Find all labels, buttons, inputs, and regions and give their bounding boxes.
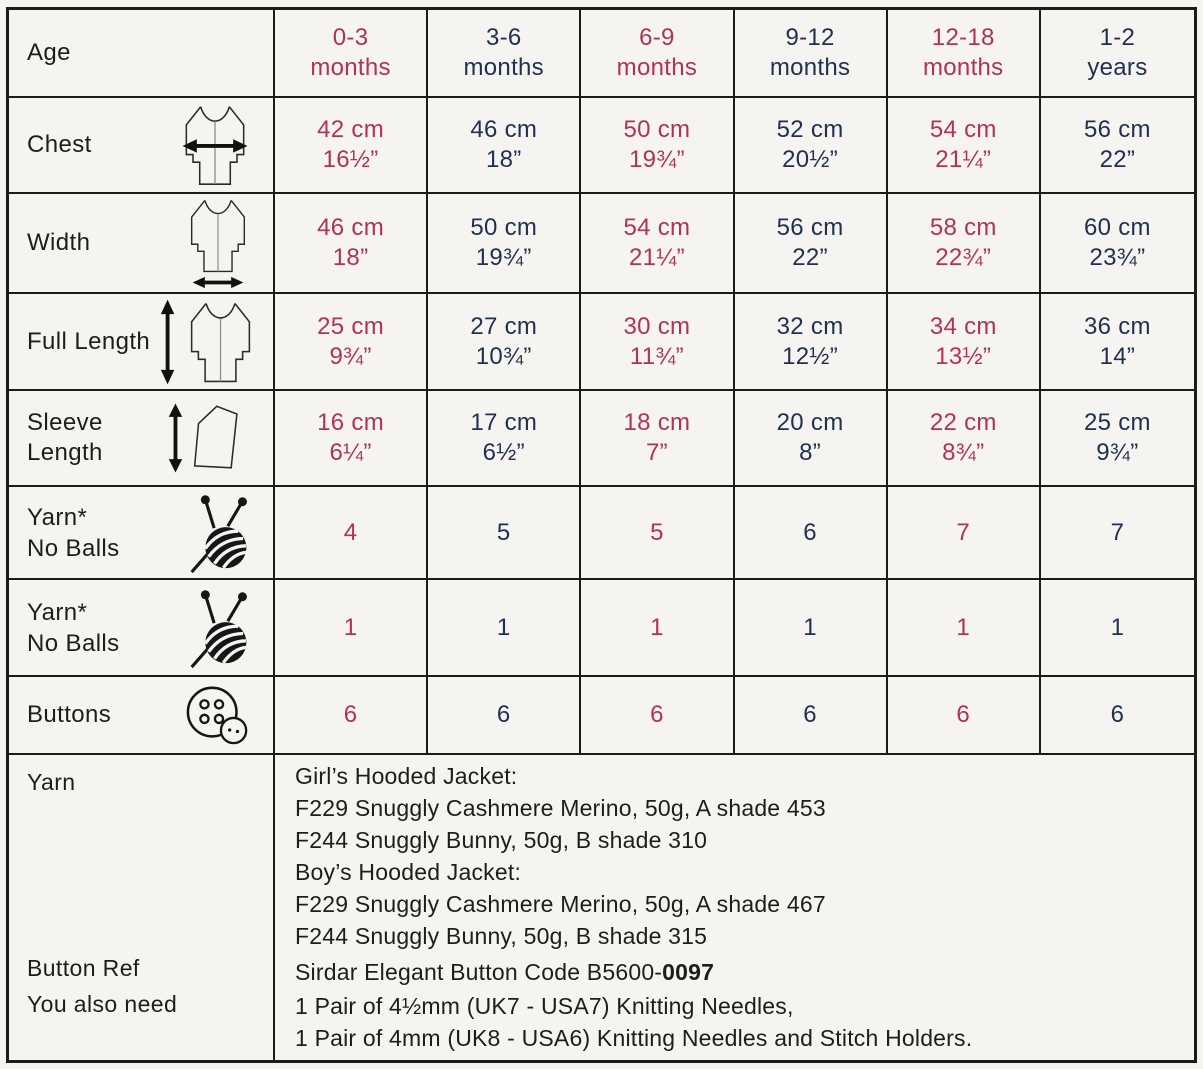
yarn-a-label-cell (9, 487, 275, 580)
table-cell: 7 (888, 487, 1041, 580)
table-cell: 1 (581, 580, 734, 677)
jacket-width-measure-icon (177, 196, 259, 290)
materials-details (275, 755, 1194, 1060)
table-cell: 17 cm 6½” (428, 391, 581, 487)
chest-label: Chest (27, 131, 92, 158)
table-cell: 56 cm 22” (735, 194, 888, 294)
table-cell: 1 (888, 580, 1041, 677)
table-cell: 36 cm 14” (1041, 294, 1194, 391)
header-cell-0-3-months (275, 10, 428, 98)
width-label: Width (27, 229, 91, 256)
yarn-line: F244 Snuggly Bunny, 50g, B shade 310 (295, 827, 708, 853)
size-table (6, 7, 1197, 1063)
age-unit: months (922, 54, 1004, 81)
materials-section (9, 755, 1194, 1060)
header-cell-9-12-months (735, 10, 888, 98)
table-cell: 52 cm 20½” (735, 98, 888, 194)
yarn-line: Girl’s Hooded Jacket: (295, 763, 518, 789)
no-balls-label: No Balls (27, 534, 120, 562)
yarn-section-label: Yarn (27, 769, 76, 795)
yarn-ball-icon (181, 491, 259, 575)
yarn-label: Yarn* (27, 598, 88, 626)
needles-line: 1 Pair of 4½mm (UK7 - USA7) Knitting Needles, (295, 993, 794, 1019)
age-unit: years (1087, 54, 1148, 81)
table-cell: 4 (275, 487, 428, 580)
table-cell: 1 (735, 580, 888, 677)
yarn-line: F229 Snuggly Cashmere Merino, 50g, A shade 467 (295, 891, 826, 917)
table-cell: 20 cm 8” (735, 391, 888, 487)
sleeve-length-label: Sleeve Length (27, 409, 103, 466)
table-cell: 25 cm 9¾” (275, 294, 428, 391)
age-label: Age (27, 39, 71, 66)
yarn-b-label-cell (9, 580, 275, 677)
yarn-ball-icon (181, 586, 259, 670)
sleeve-length-label-cell (9, 391, 275, 487)
button-ref-line: Sirdar Elegant Button Code B5600-0097 (295, 959, 715, 985)
yarn-line: F244 Snuggly Bunny, 50g, B shade 315 (295, 923, 708, 949)
header-cell-12-18-months (888, 10, 1041, 98)
table-cell: 25 cm 9¾” (1041, 391, 1194, 487)
table-cell: 1 (1041, 580, 1194, 677)
materials-labels (9, 755, 275, 1060)
sleeve-length-measure-icon (163, 401, 259, 475)
table-cell: 16 cm 6¼” (275, 391, 428, 487)
buttons-icon (179, 682, 259, 748)
jacket-chest-measure-icon (171, 102, 259, 188)
table-cell: 30 cm 11¾” (581, 294, 734, 391)
table-cell: 60 cm 23¾” (1041, 194, 1194, 294)
full-length-label-cell (9, 294, 275, 391)
age-unit: months (463, 54, 544, 81)
table-cell: 58 cm 22¾” (888, 194, 1041, 294)
you-also-need-label: You also need (27, 991, 178, 1017)
jacket-length-measure-icon (157, 298, 259, 386)
yarn-label: Yarn* (27, 503, 88, 531)
buttons-label-cell (9, 677, 275, 755)
table-cell: 1 (428, 580, 581, 677)
table-cell: 46 cm 18” (275, 194, 428, 294)
table-cell: 6 (275, 677, 428, 755)
age-range: 12-18 (931, 24, 995, 51)
size-grid (9, 10, 1194, 755)
table-cell: 32 cm 12½” (735, 294, 888, 391)
yarn-line: Boy’s Hooded Jacket: (295, 859, 522, 885)
table-cell: 56 cm 22” (1041, 98, 1194, 194)
chest-label-cell (9, 98, 275, 194)
table-cell: 46 cm 18” (428, 98, 581, 194)
table-cell: 54 cm 21¼” (888, 98, 1041, 194)
table-cell: 5 (428, 487, 581, 580)
table-cell: 50 cm 19¾” (428, 194, 581, 294)
age-range: 3-6 (485, 24, 522, 51)
button-code-bold: 0097 (662, 959, 715, 985)
table-cell: 6 (735, 487, 888, 580)
table-cell: 6 (1041, 677, 1194, 755)
header-cell-3-6-months (428, 10, 581, 98)
table-cell: 6 (888, 677, 1041, 755)
header-cell-6-9-months (581, 10, 734, 98)
table-cell: 27 cm 10¾” (428, 294, 581, 391)
table-cell: 6 (581, 677, 734, 755)
table-cell: 54 cm 21¼” (581, 194, 734, 294)
age-unit: months (310, 54, 391, 81)
table-cell: 34 cm 13½” (888, 294, 1041, 391)
yarn-line: F229 Snuggly Cashmere Merino, 50g, A shade 453 (295, 795, 826, 821)
header-cell-1-2-years (1041, 10, 1194, 98)
table-cell: 18 cm 7” (581, 391, 734, 487)
table-cell: 50 cm 19¾” (581, 98, 734, 194)
age-range: 0-3 (332, 24, 369, 51)
width-label-cell (9, 194, 275, 294)
no-balls-label: No Balls (27, 629, 120, 657)
age-header-cell (9, 10, 275, 98)
table-cell: 7 (1041, 487, 1194, 580)
age-range: 9-12 (785, 24, 835, 51)
full-length-label: Full Length (27, 327, 151, 355)
table-cell: 6 (428, 677, 581, 755)
button-ref-label: Button Ref (27, 955, 140, 981)
age-range: 1-2 (1099, 24, 1136, 51)
age-unit: months (769, 54, 851, 81)
table-cell: 22 cm 8¾” (888, 391, 1041, 487)
age-range: 6-9 (639, 24, 675, 51)
table-cell: 1 (275, 580, 428, 677)
needles-line: 1 Pair of 4mm (UK8 - USA6) Knitting Needles and Stitch Holders. (295, 1025, 973, 1051)
age-unit: months (616, 54, 698, 81)
table-cell: 42 cm 16½” (275, 98, 428, 194)
buttons-label: Buttons (27, 701, 112, 728)
table-cell: 5 (581, 487, 734, 580)
table-cell: 6 (735, 677, 888, 755)
